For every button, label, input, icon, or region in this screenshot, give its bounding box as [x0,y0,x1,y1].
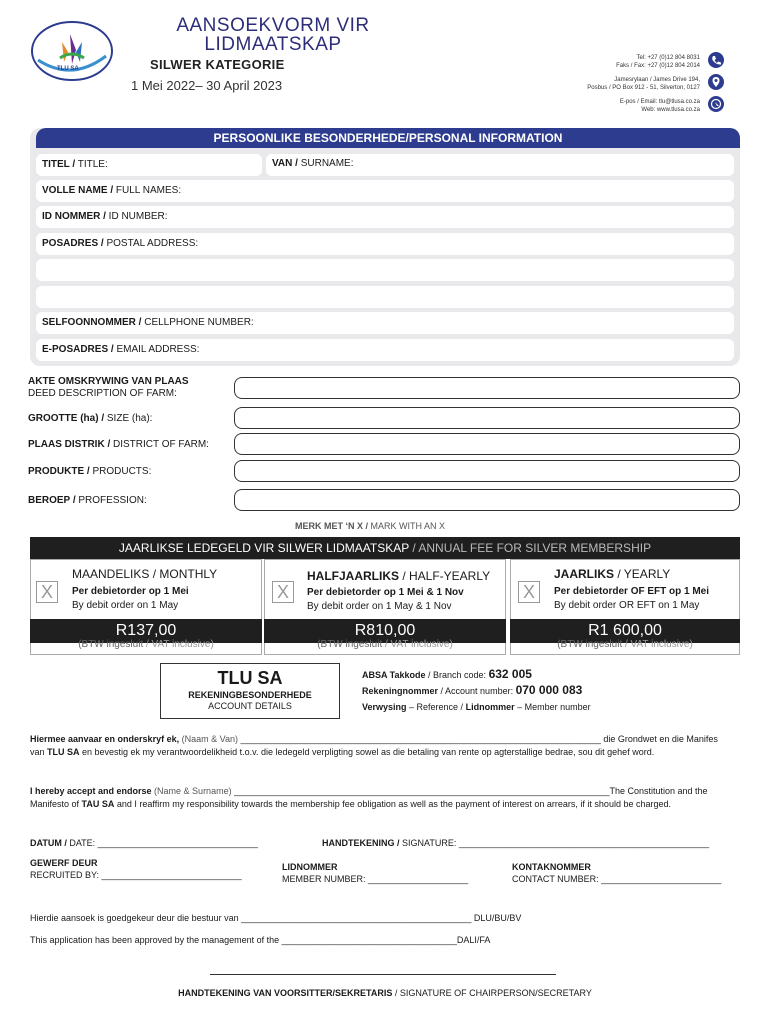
mark-instruction: MERK MET ‘N X / MARK WITH AN X [295,521,446,531]
monthly-vat-note: (BTW ingesluit / VAT inclusive) [78,639,214,650]
tlu-sa-logo [30,20,114,82]
half-yearly-checkbox[interactable]: X [272,581,294,603]
account-label-en: ACCOUNT DETAILS [208,701,292,711]
profession-input[interactable] [234,489,740,511]
monthly-title: MAANDELIKS / MONTHLY [72,567,218,581]
half-yearly-debit-af: Per debietorder op 1 Mei & 1 Nov [307,587,464,598]
category-subtitle: SILWER KATEGORIE [150,57,285,72]
farm-size-input[interactable] [234,407,740,429]
branch-code: ABSA Takkode / Branch code: 632 005 [362,667,532,681]
account-number: Rekeningnommer / Account number: 070 000 083 [362,683,583,697]
profession-label: BEROEP / PROFESSION: [28,495,147,506]
mouse-pointer-icon [708,96,724,112]
contact-web [620,98,700,114]
tel-text: Tel: +27 (0)12 804 8031 [636,55,700,61]
approval-af[interactable]: Hierdie aansoek is goedgekeur deur die bestuur van ______________________________________________ DLU/BU/BV [30,913,522,923]
contact-phone [616,54,700,70]
products-input[interactable] [234,460,740,482]
yearly-debit-en: By debit order OR EFT on 1 May [554,600,700,611]
declaration-en: I hereby accept and endorse (Name & Surname) ___________________________________________________________________________The Constitution and the Manifesto of TAU SA and I reaffirm my responsibility towards the membership fee obligation as well as the payment of interest on arrears, if it should be charged. [30,786,708,809]
half-yearly-title: HALFJAARLIKS / HALF-YEARLY [307,569,491,583]
products-label: PRODUKTE / PRODUCTS: [28,466,152,477]
email-address-field[interactable]: E-POSADRES / EMAIL ADDRESS: [36,339,734,361]
monthly-debit-en: By debit order on 1 May [72,600,179,611]
reference: Verwysing – Reference / Lidnommer – Member number [362,702,591,712]
deed-description-input[interactable] [234,377,740,399]
yearly-title: JAARLIKS / YEARLY [554,567,671,581]
chair-signature-line[interactable] [210,974,556,975]
email-text: E-pos / Email: tlu@tlusa.co.za [619,99,700,105]
account-details-box [160,663,340,719]
chair-signature-caption: HANDTEKENING VAN VOORSITTER/SEKRETARIS / SIGNATURE OF CHAIRPERSON/SECRETARY [178,988,592,998]
farm-size-label: GROOTTE (ha) / SIZE (ha): [28,413,153,424]
signature-line[interactable]: HANDTEKENING / SIGNATURE: __________________________________________________ [322,838,710,848]
org-name: TLU SA [217,668,283,688]
farm-district-input[interactable] [234,433,740,455]
contact-number-line[interactable]: KONTAKNOMMER CONTACT NUMBER: ________________________ [512,862,722,884]
contact-address [587,76,700,92]
form-title [128,16,418,54]
half-yearly-debit-en: By debit order on 1 May & 1 Nov [307,601,452,612]
half-yearly-vat-note: (BTW ingesluit / VAT inclusive) [317,639,453,650]
id-number-field[interactable]: ID NOMMER / ID NUMBER: [36,206,734,228]
address-line-2: Posbus / PO Box 912 - 51, Silverton, 0127 [587,85,700,91]
title-field[interactable]: TITEL / TITLE: [36,154,262,176]
title-line-2: LIDMAATSKAP [204,34,342,55]
yearly-checkbox[interactable]: X [518,581,540,603]
fax-text: Faks / Fax: +27 (0)12 804 2014 [616,63,700,69]
monthly-price: R137,00 [30,619,262,643]
surname-field[interactable]: VAN / SURNAME: [266,154,734,176]
logo-caption: TLU SA [57,66,79,72]
cellphone-field[interactable]: SELFOONNOMMER / CELLPHONE NUMBER: [36,312,734,334]
postal-address-line-3[interactable] [36,286,734,308]
yearly-price: R1 600,00 [510,619,740,643]
yearly-vat-note: (BTW ingesluit / VAT inclusive) [557,639,693,650]
annual-fee-heading: JAARLIKSE LEDEGELD VIR SILWER LIDMAATSKAP / ANNUAL FEE FOR SILVER MEMBERSHIP [30,537,740,559]
monthly-debit-af: Per debietorder op 1 Mei [72,586,189,597]
farm-district-label: PLAAS DISTRIK / DISTRICT OF FARM: [28,439,209,450]
full-names-field[interactable]: VOLLE NAME / FULL NAMES: [36,180,734,202]
postal-address-line-2[interactable] [36,259,734,281]
approval-en[interactable]: This application has been approved by the management of the ___________________________________DALI/FA [30,935,491,945]
declaration-af: Hiermee aanvaar en onderskryf ek, (Naam & Van) ________________________________________________________________________ die Grondwet en die Manifes van TLU SA en bevestig ek my verantwoordelikheid t.o.v. die ledegeld verpligting sowel as die betaling van rente op agterstallige bedrae, sou dit gehef word. [30,734,718,757]
monthly-checkbox[interactable]: X [36,581,58,603]
address-line-1: Jamesrylaan / James Drive 194, [614,77,700,83]
postal-address-field[interactable]: POSADRES / POSTAL ADDRESS: [36,233,734,255]
phone-icon [708,52,724,68]
yearly-debit-af: Per debietorder OF EFT op 1 Mei [554,586,710,597]
personal-info-heading: PERSOONLIKE BESONDERHEDE/PERSONAL INFORMATION [36,128,740,148]
title-line-1: AANSOEKVORM VIR [176,15,370,36]
member-number-line[interactable]: LIDNOMMER MEMBER NUMBER: ____________________ [282,862,469,884]
recruited-by-line[interactable]: GEWERF DEUR RECRUITED BY: ____________________________ [30,858,242,880]
half-yearly-price: R810,00 [264,619,506,643]
location-pin-icon [708,74,724,90]
web-text: Web: www.tlusa.co.za [641,107,700,113]
deed-description-label: AKTE OMSKRYWING VAN PLAAS DEED DESCRIPTION OF FARM: [28,376,189,399]
date-line[interactable]: DATUM / DATE: ________________________________ [30,838,258,848]
membership-period: 1 Mei 2022– 30 April 2023 [131,78,283,93]
account-label-af: REKENINGBESONDERHEDE [188,690,312,700]
